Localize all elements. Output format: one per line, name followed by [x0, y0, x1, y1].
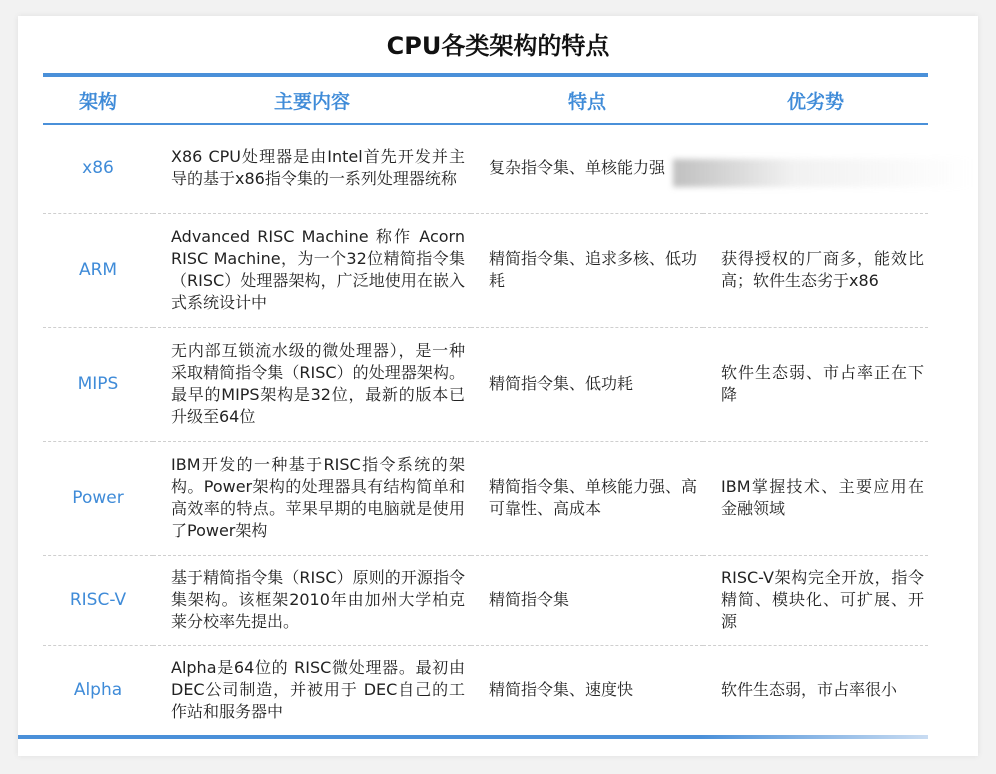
content-cell: 基于精简指令集（RISC）原则的开源指令集架构。该框架2010年由加州大学柏克莱分校率先提出。 [153, 555, 471, 645]
table-row-arm [43, 213, 928, 327]
header-row [43, 77, 928, 123]
page-title: CPU各类架构的特点 [386, 32, 610, 60]
table-row-alpha [43, 645, 928, 735]
document-page [18, 16, 978, 756]
arch-cell: RISC-V [43, 555, 153, 645]
content-cell: Alpha是64位的 RISC微处理器。最初由DEC公司制造，并被用于 DEC自己的工作站和服务器中 [171, 658, 465, 722]
feature-cell: 精简指令集、单核能力强、高可靠性、高成本 [471, 441, 703, 555]
arch-cell: Alpha [73, 680, 123, 701]
arch-cell: ARM [43, 213, 153, 327]
arch-cell: MIPS [43, 327, 153, 441]
table-row-riscv [43, 555, 928, 645]
pros-cell: 获得授权的厂商多，能效比高；软件生态劣于x86 [703, 213, 928, 327]
redaction-smear [673, 159, 973, 187]
feature-cell: 精简指令集、低功耗 [471, 327, 703, 441]
header-content: 主要内容 [273, 90, 350, 113]
pros-cell: IBM掌握技术、主要应用在金融领域 [703, 441, 928, 555]
table-row-power [43, 441, 928, 555]
header-feature: 特点 [567, 90, 606, 113]
feature-cell: 复杂指令集、单核能力强 [471, 123, 703, 213]
arch-cell: x86 [43, 123, 153, 213]
content-cell: 无内部互锁流水级的微处理器），是一种采取精简指令集（RISC）的处理器架构。最早的MIPS架构是32位，最新的版本已升级至64位 [153, 327, 471, 441]
content-cell: X86 CPU处理器是由Intel首先开发并主导的基于x86指令集的一系列处理器统称 [153, 123, 471, 213]
feature-cell: 精简指令集、追求多核、低功耗 [471, 213, 703, 327]
feature-cell: 精简指令集、速度快 [489, 680, 634, 700]
header-rule [43, 123, 928, 125]
arch-cell: Power [43, 441, 153, 555]
content-cell: IBM开发的一种基于RISC指令系统的架构。Power架构的处理器具有结构简单和高效率的特点。苹果早期的电脑就是使用了Power架构 [153, 441, 471, 555]
pros-cell: RISC-V架构完全开放，指令精简、模块化、可扩展、开源 [703, 555, 928, 645]
content-cell: Advanced RISC Machine 称作 Acorn RISC Machine，为一个32位精简指令集（RISC）处理器架构，广泛地使用在嵌入式系统设计中 [153, 213, 471, 327]
feature-cell: 精简指令集 [471, 555, 703, 645]
pros-cell: 软件生态弱、市占率正在下降 [703, 327, 928, 441]
table-row-mips [43, 327, 928, 441]
header-arch: 架构 [78, 90, 117, 113]
bottom-rule [18, 735, 928, 739]
header-pros: 优劣势 [786, 90, 844, 113]
pros-cell: 软件生态弱，市占率很小 [721, 680, 898, 700]
